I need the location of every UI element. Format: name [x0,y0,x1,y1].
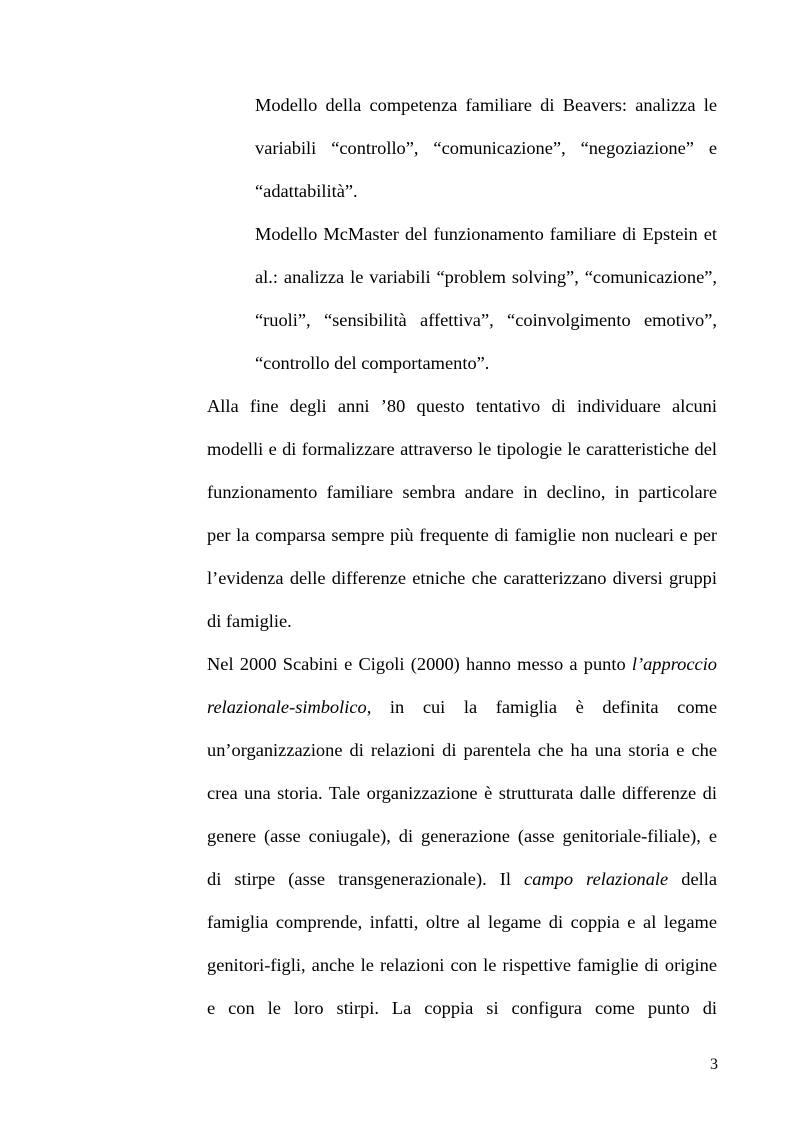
paragraph-line: l’evidenza delle differenze etniche che caratterizzano diversi gruppi [207,568,717,588]
italic-term: relazionale-simbolico [207,697,367,717]
list-item-line: “controllo del comportamento”. [255,353,490,373]
italic-term: l’approccio [631,654,717,674]
paragraph-line: un’organizzazione di relazioni di parentela che ha una storia e che [207,740,717,760]
italic-term: campo relazionale [524,869,669,889]
paragraph-line: genere (asse coniugale), di generazione (asse genitoriale-filiale), e [207,826,717,846]
paragraph-line: funzionamento familiare sembra andare in declino, in particolare [207,482,717,502]
paragraph-line: per la comparsa sempre più frequente di famiglie non nucleari e per [207,525,717,545]
list-item-line: “adattabilità”. [255,181,358,201]
text-span: , in cui la famiglia è definita come [366,697,717,717]
paragraph-line: crea una storia. Tale organizzazione è strutturata dalle differenze di [207,783,717,803]
list-item-line: al.: analizza le variabili “problem solving”, “comunicazione”, [255,267,717,287]
list-item-line: “ruoli”, “sensibilità affettiva”, “coinvolgimento emotivo”, [255,310,717,330]
paragraph-line: e con le loro stirpi. La coppia si configura come punto di [207,998,717,1018]
paragraph-line [207,695,717,719]
paragraph-line [207,867,717,891]
list-item-line: Modello McMaster del funzionamento familiare di Epstein et [255,224,717,244]
list-item-line: variabili “controllo”, “comunicazione”, “negoziazione” e [255,138,717,158]
paragraph-line [207,652,717,676]
list-item-line: Modello della competenza familiare di Beavers: analizza le [255,95,717,115]
paragraph-line: di famiglie. [207,611,292,631]
paragraph-line: modelli e di formalizzare attraverso le tipologie le caratteristiche del [207,439,717,459]
text-span: Nel 2000 Scabini e Cigoli (2000) hanno messo a punto [207,654,632,674]
page-number: 3 [710,1056,718,1073]
text-span: della [668,869,717,889]
paragraph-line: Alla fine degli anni ’80 questo tentativo di individuare alcuni [207,396,717,416]
paragraph-line: famiglia comprende, infatti, oltre al legame di coppia e al legame [207,912,717,932]
paragraph-line: genitori-figli, anche le relazioni con le rispettive famiglie di origine [207,955,717,975]
text-span: di stirpe (asse transgenerazionale). Il [207,869,525,889]
